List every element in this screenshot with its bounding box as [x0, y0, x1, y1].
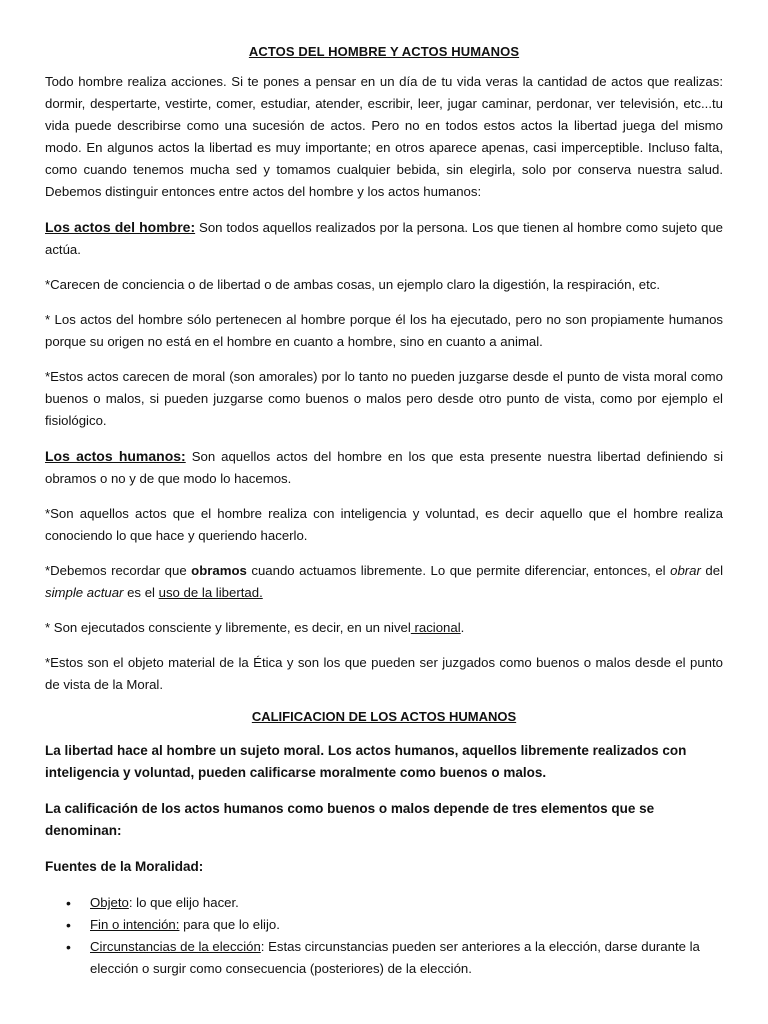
list-item-text: : lo que elijo hacer. [128, 895, 239, 910]
list-item [66, 892, 723, 914]
bullet-icon: • [66, 917, 71, 933]
actos-hombre-point: * Los actos del hombre sólo pertenecen al hombre porque él los ha ejecutado, pero no son propiamente humanos porque su origen no está en el hombre en cuanto a hombre, sino en cuanto a animal. [45, 312, 723, 349]
emphasis-obramos: obramos [191, 563, 247, 578]
list-item [66, 914, 723, 936]
text-span: *Debemos recordar que [45, 563, 192, 578]
list-item-term: Objeto [90, 895, 129, 910]
text-span: . [460, 620, 465, 635]
text-span: es el [123, 585, 159, 600]
actos-humanos-point: *Son aquellos actos que el hombre realiza con inteligencia y voluntad, es decir aquello que el hombre realiza conociendo lo que hace y queriendo hacerlo. [45, 506, 723, 543]
document-title: ACTOS DEL HOMBRE Y ACTOS HUMANOS [248, 44, 520, 59]
bullet-icon: • [66, 895, 71, 911]
list-item-term: Circunstancias de la elección [90, 939, 261, 954]
calificacion-paragraph: La calificación de los actos humanos como buenos o malos depende de tres elementos que se denominan: [45, 801, 655, 838]
text-span: * Son ejecutados consciente y libremente, es decir, en un nivel [45, 620, 411, 635]
calificacion-paragraph: La libertad hace al hombre un sujeto moral. Los actos humanos, aquellos libremente realizados con inteligencia y voluntad, pueden calificarse moralmente como buenos o malos. [45, 743, 687, 780]
actos-humanos-point: *Estos son el objeto material de la Ética y son los que pueden ser juzgados como buenos o malos desde el punto de vista de la Moral. [45, 655, 723, 692]
actos-humanos-point [45, 617, 723, 639]
intro-paragraph: Todo hombre realiza acciones. Si te pones a pensar en un día de tu vida veras la cantidad de actos que realizas: dormir, despertarte, vestirte, comer, estudiar, atender, escribir, leer, jugar caminar, perdonar, ver televisión, etc...tu vida puede describirse como una sucesión de actos. Pero no en todos estos actos la libertad juega del mismo modo. En algunos actos la libertad es muy importante; en otros aparece apenas, casi imperceptible. Incluso falta, como cuando tenemos mucha sed y tomamos cualquier bebida, sin elegirla, solo por conserva nuestra salud. Debemos distinguir entonces entre actos del hombre y los actos humanos: [45, 74, 723, 199]
actos-humanos-term: Los actos humanos: [45, 448, 186, 464]
fuentes-list [45, 892, 723, 980]
actos-hombre-point: *Carecen de conciencia o de libertad o de ambas cosas, un ejemplo claro la digestión, la respiración, etc. [45, 277, 661, 292]
actos-hombre-point: *Estos actos carecen de moral (son amorales) por lo tanto no pueden juzgarse desde el punto de vista moral como buenos o malos, si pueden juzgarse como buenos o malos pero desde otro punto de vista, como por ejemplo el fisiológico. [45, 369, 723, 428]
emphasis-uso-libertad: uso de la libertad. [158, 585, 263, 600]
bullet-icon: • [66, 939, 71, 955]
list-item-term: Fin o intención: [90, 917, 180, 932]
emphasis-obrar: obrar [670, 563, 701, 578]
actos-humanos-text: Son aquellos actos del hombre en los que esta presente nuestra libertad definiendo si obramos o no y de que modo lo hacemos. [45, 449, 723, 486]
actos-hombre-text: Son todos aquellos realizados por la persona. Los que tienen al hombre como sujeto que actúa. [45, 220, 723, 257]
section-title: CALIFICACION DE LOS ACTOS HUMANOS [251, 709, 517, 724]
emphasis-racional: racional [410, 620, 461, 635]
list-item-text: : Estas circunstancias pueden ser anteriores a la elección, darse durante la elección o surgir como consecuencia (posteriores) de la elección. [90, 939, 700, 976]
list-item [66, 936, 723, 980]
actos-humanos-point [45, 560, 723, 604]
list-item-text: para que lo elijo. [179, 917, 280, 932]
text-span: cuando actuamos libremente. Lo que permite diferenciar, entonces, el [246, 563, 671, 578]
fuentes-heading: Fuentes de la Moralidad: [45, 859, 204, 874]
actos-hombre-definition [45, 216, 723, 261]
actos-humanos-definition [45, 445, 723, 490]
emphasis-simple-actuar: simple actuar [45, 585, 124, 600]
actos-hombre-term: Los actos del hombre: [45, 219, 196, 235]
text-span: del [700, 563, 724, 578]
